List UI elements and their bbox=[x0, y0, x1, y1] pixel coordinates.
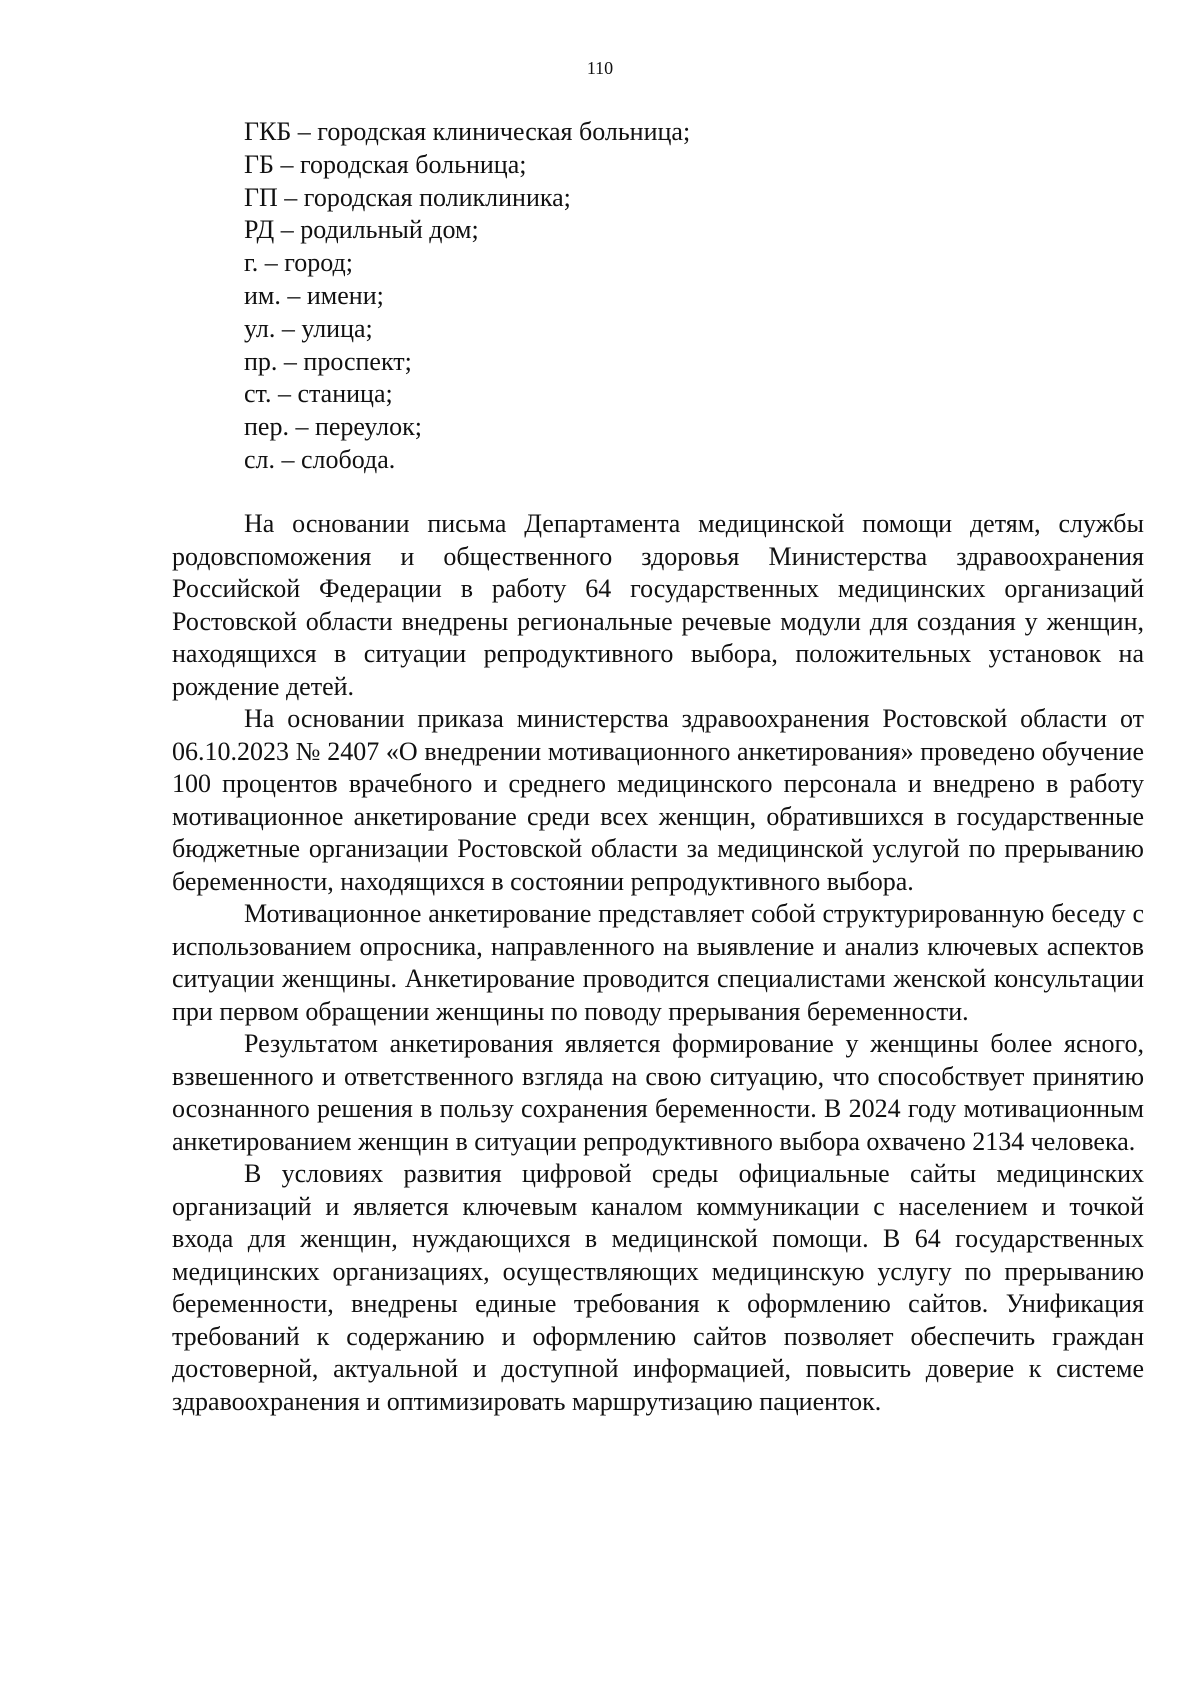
paragraph-questionnaire-results: Результатом анкетирования является формирование у женщины более ясного, взвешенного и ответственного взгляда на свою ситуацию, что способствует принятию осознанного решения в пользу сохранения беременности. В 2024 году мотивационным анкетированием женщин в ситуации репродуктивного выбора охвачено 2134 человека. bbox=[172, 1029, 1144, 1156]
abbreviation-item: сл. – слобода. bbox=[244, 444, 396, 474]
body-text bbox=[172, 508, 1144, 1418]
paragraph-order-2407: На основании приказа министерства здравоохранения Ростовской области от 06.10.2023 № 2407 «О внедрении мотивационного анкетирования» проведено обучение 100 процентов врачебного и среднего медицинского персонала и внедрено в работу мотивационное анкетирование среди всех женщин, обратившихся в государственные бюджетные организации Ростовской области за медицинской услугой по прерыванию беременности, находящихся в состоянии репродуктивного выбора. bbox=[172, 704, 1144, 896]
abbreviation-item: ГБ – городская больница; bbox=[244, 149, 527, 179]
page-number: 110 bbox=[586, 58, 614, 78]
abbreviation-item: им. – имени; bbox=[244, 280, 384, 310]
abbreviation-list bbox=[244, 116, 690, 477]
abbreviation-item: ГКБ – городская клиническая больница; bbox=[244, 117, 691, 146]
abbreviation-item: ст. – станица; bbox=[244, 379, 393, 409]
abbreviation-item: ул. – улица; bbox=[244, 313, 373, 343]
paragraph-websites: В условиях развития цифровой среды официальные сайты медицинских организаций и является ключевым каналом коммуникации с населением и точкой входа для женщин, нуждающихся в медицинской помощи. В 64 государственных медицинских организациях, осуществляющих медицинскую услугу по прерыванию беременности, внедрены единые требования к оформлению сайтов. Унификация требований к содержанию и оформлению сайтов позволяет обеспечить граждан достоверной, актуальной и доступной информацией, повысить доверие к системе здравоохранения и оптимизировать маршрутизацию пациенток. bbox=[172, 1159, 1144, 1416]
abbreviation-item: г. – город; bbox=[244, 248, 353, 278]
paragraph-speech-modules: На основании письма Департамента медицинской помощи детям, службы родовспоможения и общественного здоровья Министерства здравоохранения Российской Федерации в работу 64 государственных медицинских организаций Ростовской области внедрены региональные речевые модули для создания у женщин, находящихся в ситуации репродуктивного выбора, положительных установок на рождение детей. bbox=[172, 509, 1144, 701]
abbreviation-item: РД – родильный дом; bbox=[244, 215, 479, 245]
paragraph-questionnaire-description: Мотивационное анкетирование представляет собой структурированную беседу с использованием опросника, направленного на выявление и анализ ключевых аспектов ситуации женщины. Анкетирование проводится специалистами женской консультации при первом обращении женщины по поводу прерывания беременности. bbox=[172, 899, 1144, 1026]
abbreviation-item: пер. – переулок; bbox=[244, 412, 422, 442]
abbreviation-item: пр. – проспект; bbox=[244, 346, 412, 376]
abbreviation-item: ГП – городская поликлиника; bbox=[244, 182, 571, 212]
